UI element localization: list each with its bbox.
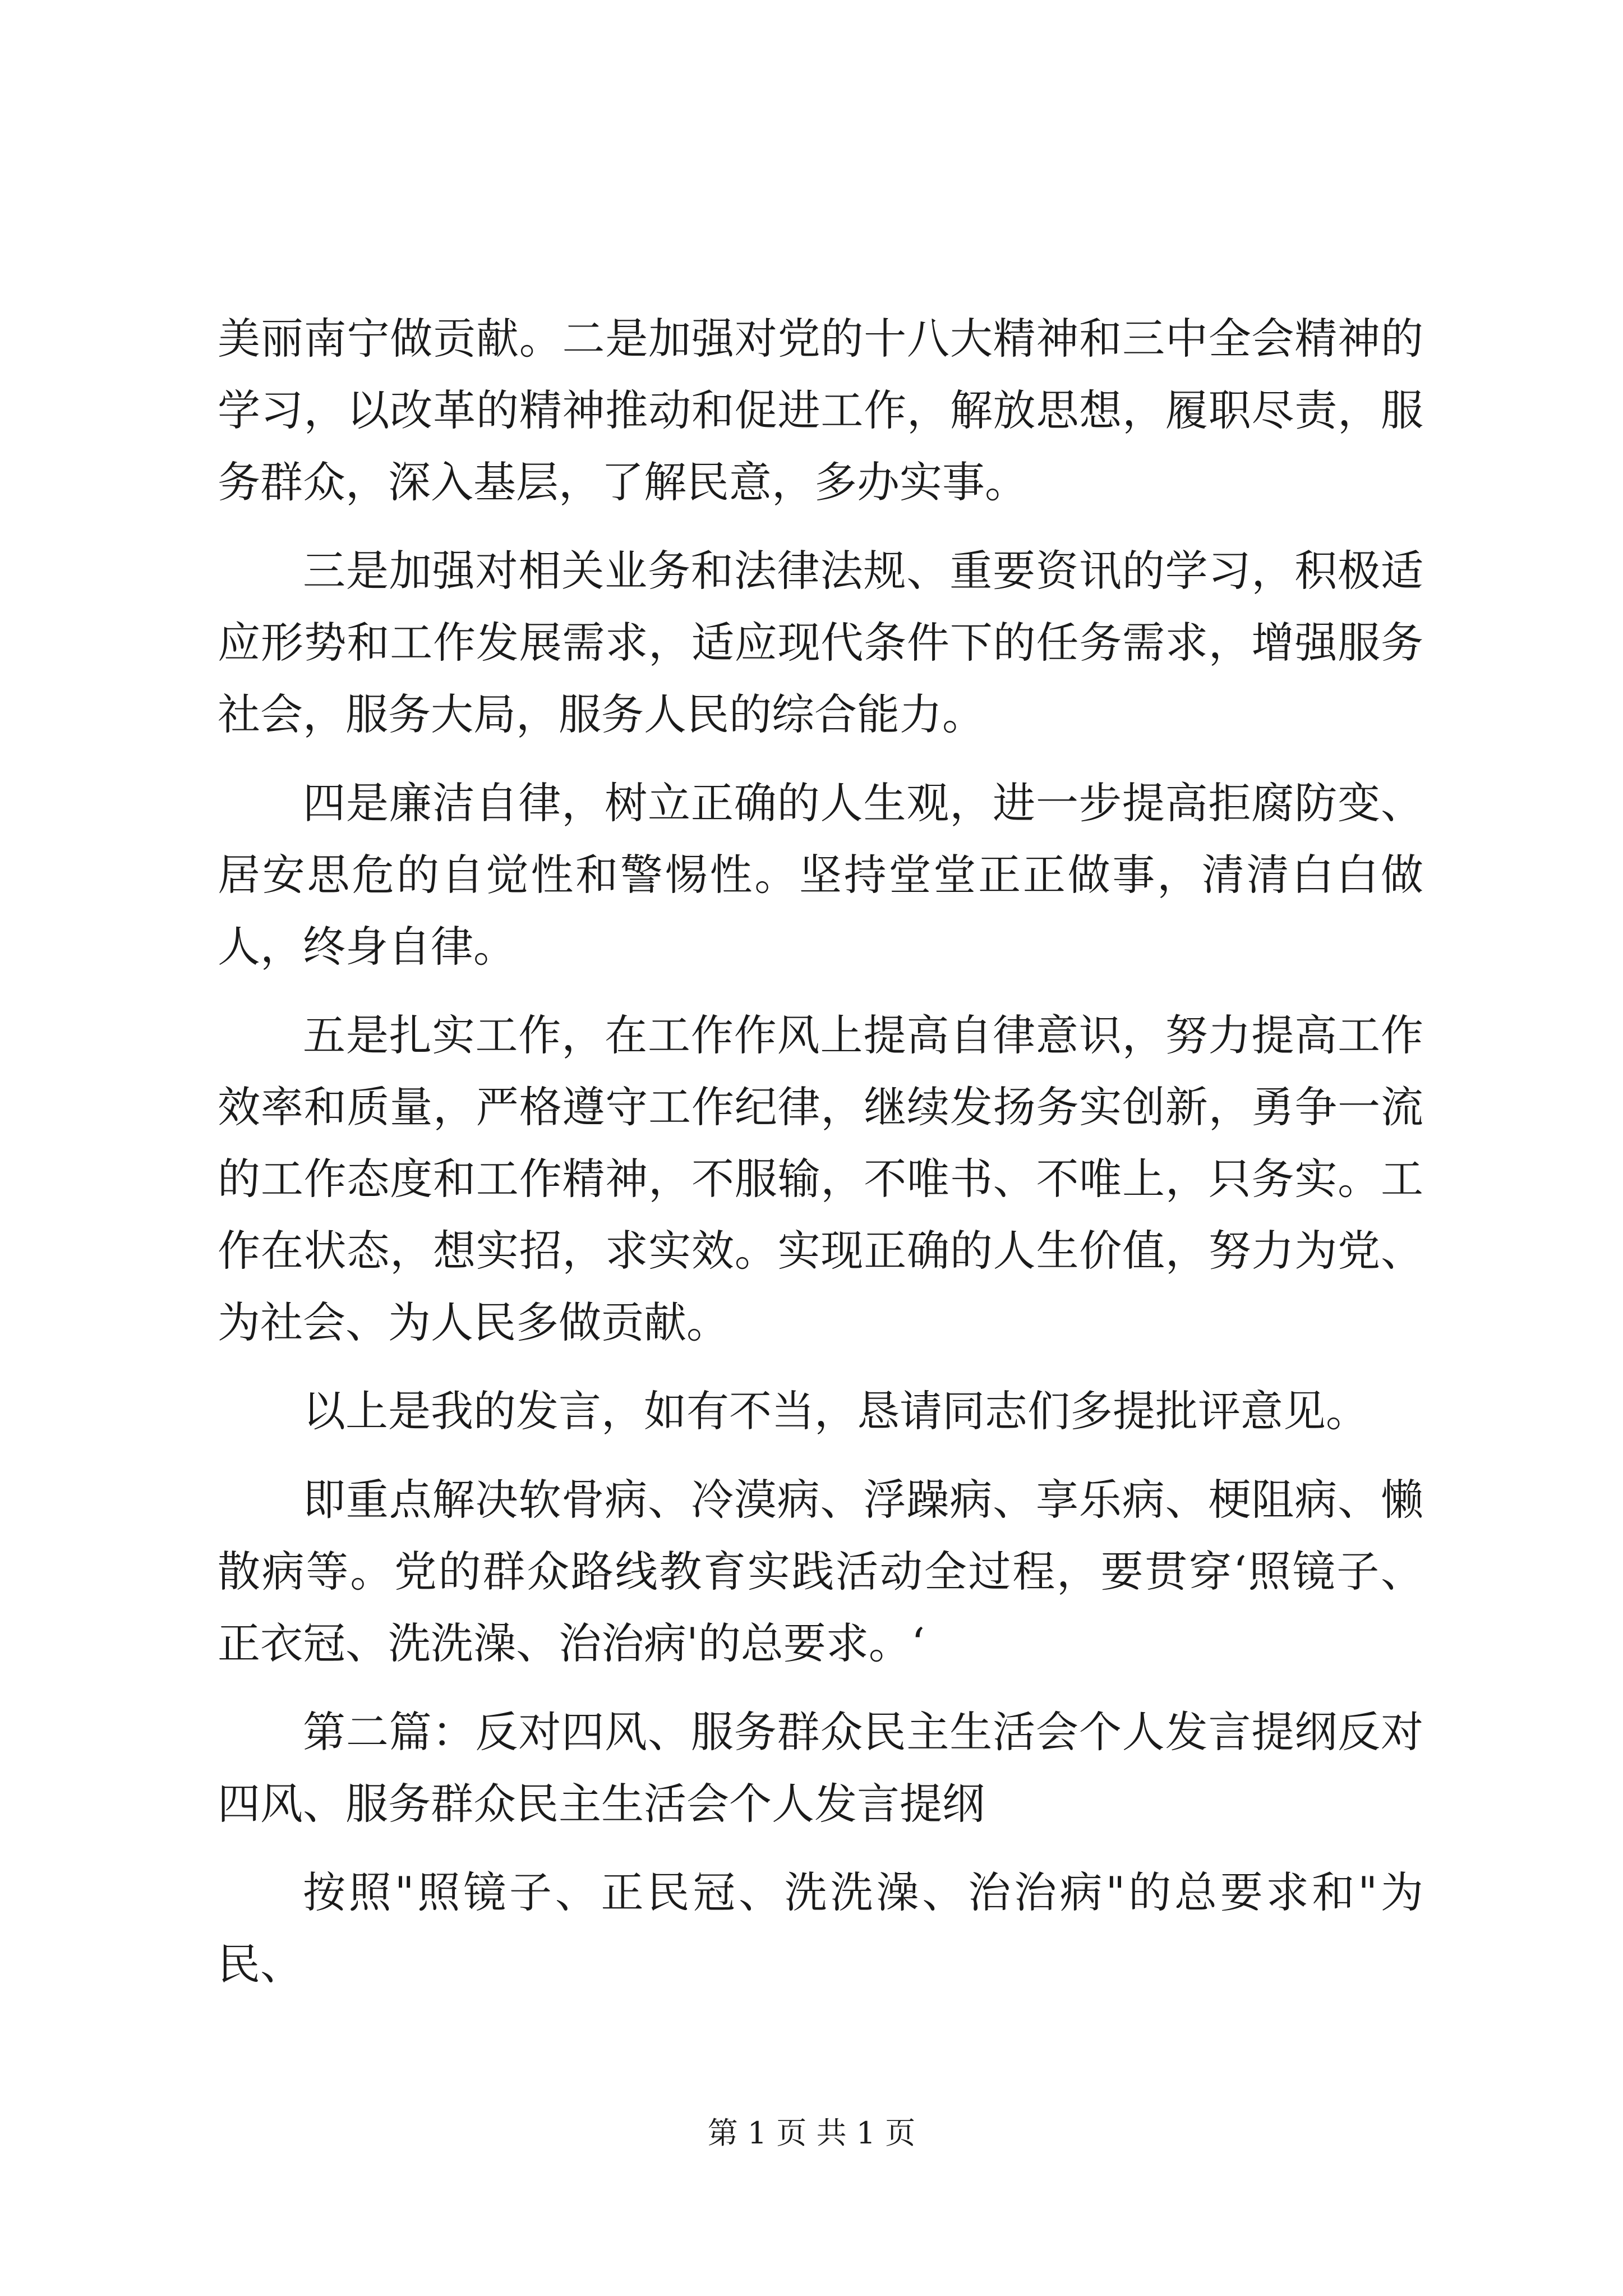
paragraph-3: 四是廉洁自律，树立正确的人生观，进一步提高拒腐防变、居安思危的自觉性和警惕性。坚持堂堂正正做事，清清白白做人，终身自律。 [218,778,1423,972]
paragraph-1: 美丽南宁做贡献。二是加强对党的十八大精神和三中全会精神的学习，以改革的精神推动和促进工作，解放思想，履职尽责，服务群众，深入基层，了解民意，多办实事。 [218,314,1423,507]
paragraph-4: 五是扎实工作，在工作作风上提高自律意识，努力提高工作效率和质量，严格遵守工作纪律，继续发扬务实创新，勇争一流的工作态度和工作精神，不服输，不唯书、不唯上，只务实。工作在状态，想实招，求实效。实现正确的人生价值，努力为党、为社会、为人民多做贡献。 [218,1010,1423,1347]
paragraph-8: 按照"照镜子、正民冠、洗洗澡、治治病"的总要求和"为民、 [218,1867,1423,1989]
paragraph-5: 以上是我的发言，如有不当，恳请同志们多提批评意见。 [303,1386,1368,1436]
document-body [218,303,1423,2017]
page-footer: 第 1 页 共 1 页 [707,2115,916,2151]
paragraph-6: 即重点解决软骨病、冷漠病、浮躁病、享乐病、梗阻病、懒散病等。党的群众路线教育实践活动全过程，要贯穿‘照镜子、正衣冠、洗洗澡、治治病'的总要求。‘ [218,1475,1423,1668]
paragraph-7-section-heading: 第二篇：反对四风、服务群众民主生活会个人发言提纲反对四风、服务群众民主生活会个人发言提纲 [218,1707,1423,1829]
paragraph-2: 三是加强对相关业务和法律法规、重要资讯的学习，积极适应形势和工作发展需求，适应现代条件下的任务需求，增强服务社会，服务大局，服务人民的综合能力。 [218,546,1423,739]
